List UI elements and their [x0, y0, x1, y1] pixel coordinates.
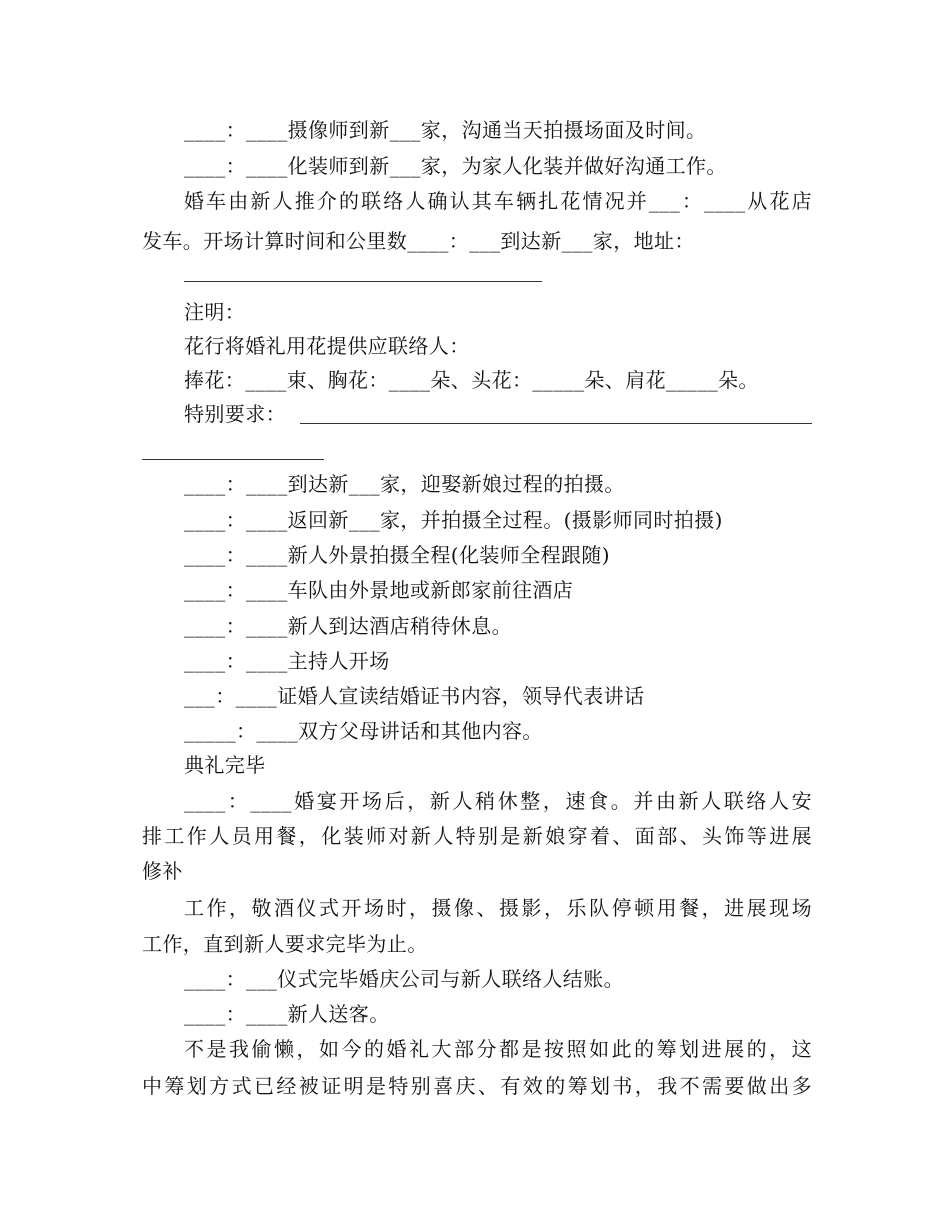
flowers-supply-line: 花行将婚礼用花提供应联络人：: [184, 334, 470, 358]
schedule-line-checkout: ____：___仪式完毕婚庆公司与新人联络人结账。: [184, 967, 624, 991]
schedule-line-videographer: ____：____摄像师到新___家，沟通当天拍摄场面及时间。: [184, 118, 707, 142]
schedule-line-certificate: ___：____证婚人宣读结婚证书内容，领导代表讲话: [184, 684, 645, 708]
banquet-paragraph-cont: 排工作人员用餐，化装师对新人特别是新娘穿着、面部、头饰等进展: [142, 824, 812, 848]
address-blank-line: [184, 281, 542, 282]
schedule-line-arrive: ____：____到达新___家，迎娶新娘过程的拍摄。: [184, 472, 625, 496]
ceremony-end-line: 典礼完毕: [184, 753, 266, 777]
banquet-paragraph: ____：____婚宴开场后，新人稍休整，速食。并由新人联络人安: [184, 789, 812, 813]
schedule-line-farewell: ____：____新人送客。: [184, 1002, 390, 1026]
closing-paragraph: 不是我偷懒，如今的婚礼大部分都是按照如此的筹划进展的，这: [184, 1037, 812, 1061]
banquet-paragraph-end: 修补: [142, 859, 183, 883]
schedule-line-return: ____：____返回新___家，并拍摄全过程。(摄影师同时拍摄): [184, 508, 723, 532]
flowers-count-line: 捧花：____束、胸花：____朵、头花：_____朵、肩花_____朵。: [184, 368, 759, 392]
schedule-line-hotel: ____：____新人到达酒店稍待休息。: [184, 614, 512, 638]
schedule-line-makeup: ____：____化装师到新___家，为家人化装并做好沟通工作。: [184, 154, 727, 178]
schedule-line-motorcade: ____：____车队由外景地或新郎家前往酒店: [184, 578, 574, 602]
toast-paragraph-cont: 工作，直到新人要求完毕为止。: [142, 932, 428, 956]
schedule-line-parents: _____：____双方父母讲话和其他内容。: [184, 719, 543, 743]
note-label: 注明：: [184, 300, 246, 324]
paragraph-wedding-car: 婚车由新人推介的联络人确认其车辆扎花情况并___：____从花店: [184, 189, 812, 213]
special-requirements-label: 特别要求：: [184, 402, 286, 426]
closing-paragraph-cont: 中筹划方式已经被证明是特别喜庆、有效的筹划书，我不需要做出多: [142, 1074, 812, 1098]
special-requirements-blank-cont: [142, 459, 324, 460]
schedule-line-host: ____：____主持人开场: [184, 649, 390, 673]
special-requirements-blank: [300, 423, 812, 424]
toast-paragraph: 工作，敬酒仪式开场时，摄像、摄影，乐队停顿用餐，进展现场: [184, 896, 812, 920]
paragraph-wedding-car-cont: 发车。开场计算时间和公里数____：___到达新___家，地址：: [142, 229, 695, 253]
schedule-line-outdoor: ____：____新人外景拍摄全程(化装师全程跟随): [184, 543, 611, 567]
